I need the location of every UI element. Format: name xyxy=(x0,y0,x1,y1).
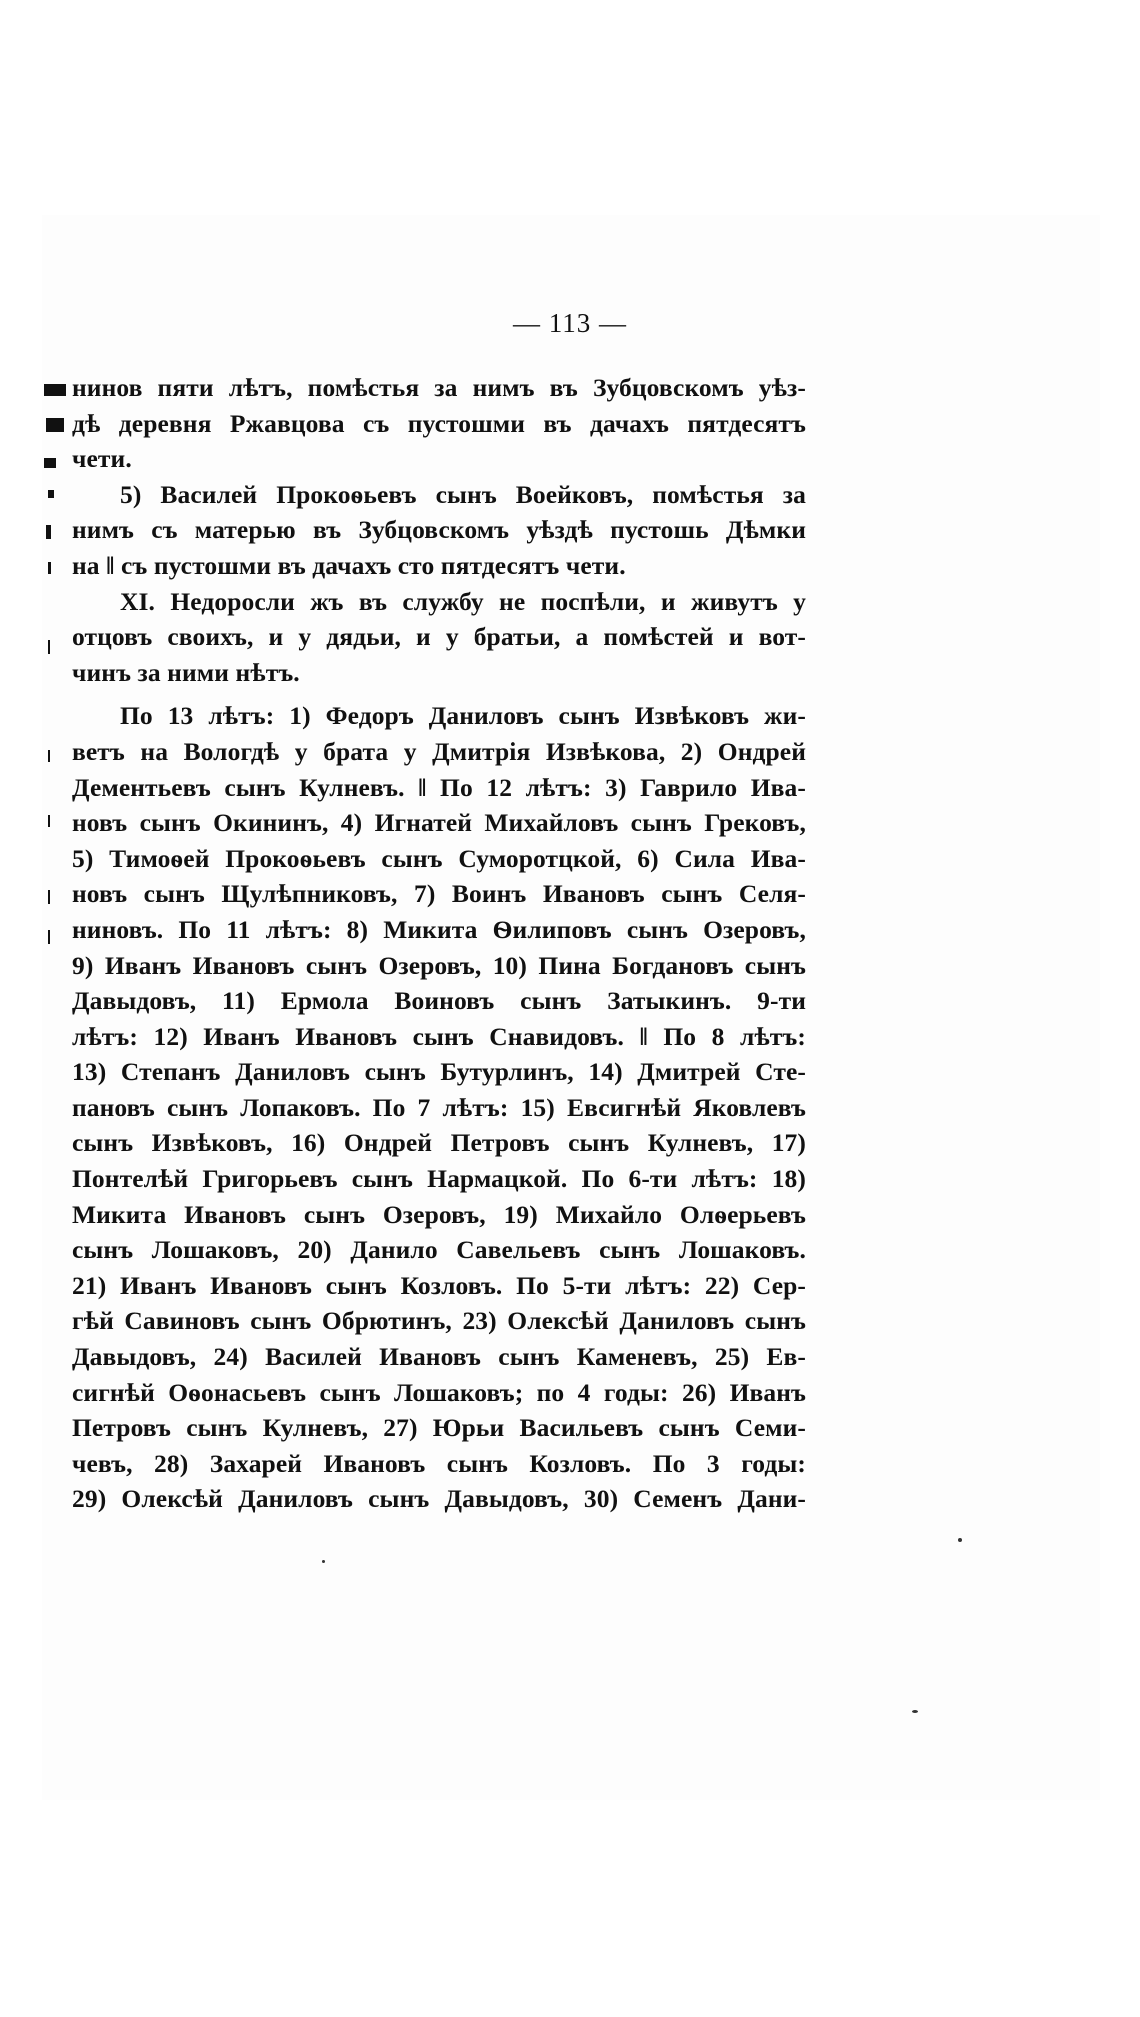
text-line: отцовъ своихъ, и у дядьи, и у братьи, а помѣстей и вот- xyxy=(72,622,806,652)
text-line: нинов пяти лѣтъ, помѣстья за нимъ въ Зубцовскомъ уѣз- xyxy=(72,373,806,402)
text-line: 21) Иванъ Ивановъ сынъ Козловъ. По 5-ти лѣтъ: 22) Сер- xyxy=(72,1270,806,1300)
text-line: По 13 лѣтъ: 1) Федоръ Даниловъ сынъ Извѣковъ жи- xyxy=(120,701,806,731)
text-line: лѣтъ: 12) Иванъ Ивановъ сынъ Снавидовъ. ‖ По 8 лѣтъ: xyxy=(72,1021,806,1051)
text-line: пановъ сынъ Лопаковъ. По 7 лѣтъ: 15) Евсигнѣй Яковлевъ xyxy=(72,1092,806,1122)
scan-speck xyxy=(958,1538,962,1542)
text-line: XI. Недоросли жъ въ службу не поспѣли, и живутъ у xyxy=(120,586,806,616)
margin-scan-marks xyxy=(40,370,70,970)
page-number: — 113 — xyxy=(513,308,627,338)
text-line: Дементьевъ сынъ Кулневъ. ‖ По 12 лѣтъ: 3) Гаврило Ива- xyxy=(72,772,806,802)
text-line: 5) Василей Прокоѳьевъ сынъ Воейковъ, помѣстья за xyxy=(120,479,806,509)
text-line: 29) Олексѣй Даниловъ сынъ Давыдовъ, 30) Семенъ Дани- xyxy=(72,1484,806,1514)
text-line: сынъ Лошаковъ, 20) Данило Савельевъ сынъ Лошаковъ. xyxy=(72,1235,806,1265)
text-line: Давыдовъ, 11) Ермола Воиновъ сынъ Затыкинъ. 9-ти xyxy=(72,986,806,1016)
text-line: гѣй Савиновъ сынъ Обрютинъ, 23) Олексѣй Даниловъ сынъ xyxy=(72,1306,806,1336)
text-line: чети. xyxy=(72,444,132,474)
text-line: Понтелѣй Григорьевъ сынъ Нармацкой. По 6-ти лѣтъ: 18) xyxy=(72,1164,806,1194)
text-line: сынъ Извѣковъ, 16) Ондрей Петровъ сынъ Кулневъ, 17) xyxy=(72,1128,806,1158)
text-line: чевъ, 28) Захарей Ивановъ сынъ Козловъ. По 3 годы: xyxy=(72,1448,806,1478)
text-line: нимъ съ матерью въ Зубцовскомъ уѣздѣ пустошь Дѣмки xyxy=(72,515,806,545)
text-line: 5) Тимоѳей Прокоѳьевъ сынъ Суморотцкой, 6) Сила Ива- xyxy=(72,843,806,873)
text-line: Петровъ сынъ Кулневъ, 27) Юрьи Васильевъ сынъ Семи- xyxy=(72,1413,806,1443)
text-line: Давыдовъ, 24) Василей Ивановъ сынъ Каменевъ, 25) Ев- xyxy=(72,1342,806,1372)
text-line: на ‖ съ пустошми въ дачахъ сто пятдесятъ чети. xyxy=(72,550,626,580)
text-line: дѣ деревня Ржавцова съ пустошми въ дачахъ пятдесятъ xyxy=(72,408,806,438)
text-line: 13) Степанъ Даниловъ сынъ Бутурлинъ, 14) Дмитрей Сте- xyxy=(72,1057,806,1087)
main-text xyxy=(72,370,806,1517)
text-line: чинъ за ними нѣтъ. xyxy=(72,657,300,687)
text-line: новъ сынъ Щулѣпниковъ, 7) Воинъ Ивановъ сынъ Селя- xyxy=(72,879,806,909)
scan-speck xyxy=(322,1560,325,1563)
scan-speck xyxy=(912,1710,918,1713)
text-line: 9) Иванъ Ивановъ сынъ Озеровъ, 10) Пина Богдановъ сынъ xyxy=(72,950,806,980)
text-line: ветъ на Вологдѣ у брата у Дмитрія Извѣкова, 2) Ондрей xyxy=(72,736,806,766)
text-line: ниновъ. По 11 лѣтъ: 8) Микита Ѳилиповъ сынъ Озеровъ, xyxy=(72,914,806,944)
text-line: Микита Ивановъ сынъ Озеровъ, 19) Михайло Олѳерьевъ xyxy=(72,1199,806,1229)
text-line: сигнѣй Оѳонасьевъ сынъ Лошаковъ; по 4 годы: 26) Иванъ xyxy=(72,1377,806,1407)
text-line: новъ сынъ Окининъ, 4) Игнатей Михайловъ сынъ Грековъ, xyxy=(72,808,806,838)
